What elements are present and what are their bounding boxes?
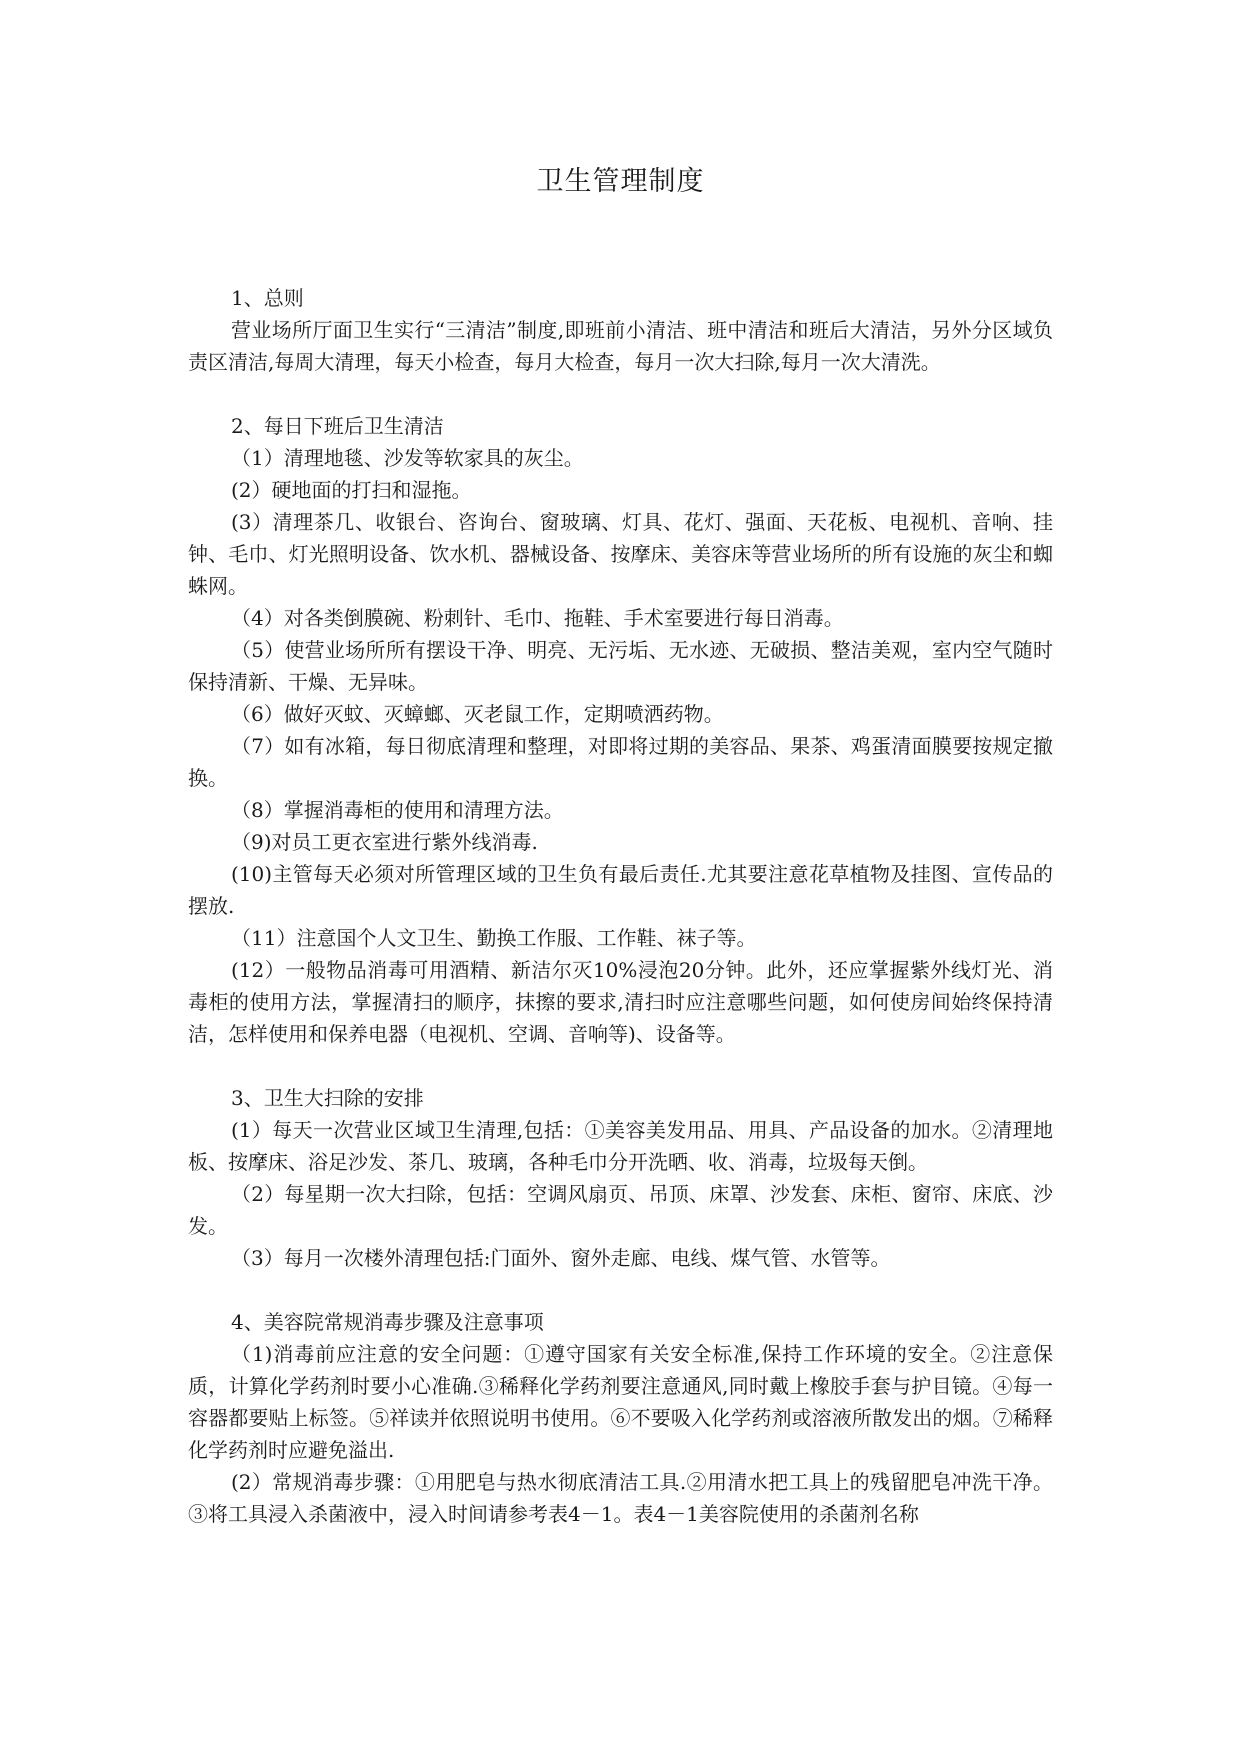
list-item: （11）注意国个人文卫生、勤换工作服、工作鞋、袜子等。 [231, 926, 757, 950]
list-item: (1）每天一次营业区域卫生清理,包括：①美容美发用品、用具、产品设备的加水。②清理地板、按摩床、浴足沙发、茶几、玻璃，各种毛巾分开洗晒、收、消毒，垃圾每天倒。 [188, 1118, 1053, 1174]
list-item: （3）每月一次楼外清理包括:门面外、窗外走廊、电线、煤气管、水管等。 [231, 1246, 891, 1270]
list-item: （2）每星期一次大扫除，包括：空调风扇页、吊顶、床罩、沙发套、床柜、窗帘、床底、沙发。 [188, 1182, 1053, 1238]
list-item: (2）硬地面的打扫和湿拖。 [231, 478, 472, 502]
list-item: (10)主管每天必须对所管理区域的卫生负有最后责任.尤其要注意花草植物及挂图、宣传品的摆放. [188, 862, 1053, 918]
list-item: （8）掌握消毒柜的使用和清理方法。 [231, 798, 564, 822]
list-item: （1)消毒前应注意的安全问题：①遵守国家有关安全标准,保持工作环境的安全。②注意保质，计算化学药剂时要小心准确.③稀释化学药剂要注意通风,同时戴上橡胶手套与护目镜。④每一容器都要贴上标签。⑤祥读并依照说明书使用。⑥不要吸入化学药剂或溶液所散发出的烟。⑦稀释化学药剂时应避免溢出. [188, 1342, 1053, 1462]
list-item: （4）对各类倒膜碗、粉刺针、毛巾、拖鞋、手术室要进行每日消毒。 [231, 606, 844, 630]
list-item: （7）如有冰箱，每日彻底清理和整理，对即将过期的美容品、果茶、鸡蛋清面膜要按规定撤换。 [188, 734, 1053, 790]
list-item: （5）使营业场所所有摆设干净、明亮、无污垢、无水迹、无破损、整洁美观，室内空气随时保持清新、干燥、无异味。 [188, 638, 1053, 694]
document-title: 卫生管理制度 [536, 166, 705, 197]
section-1-text: 营业场所厅面卫生实行“三清洁”制度,即班前小清洁、班中清洁和班后大清洁，另外分区域负责区清洁,每周大清理，每天小检查，每月大检查，每月一次大扫除,每月一次大清洗。 [188, 318, 1053, 374]
section-heading-1: 1、总则 [231, 286, 304, 310]
list-item: (3）清理茶几、收银台、咨询台、窗玻璃、灯具、花灯、强面、天花板、电视机、音响、挂钟、毛巾、灯光照明设备、饮水机、器械设备、按摩床、美容床等营业场所的所有设施的灰尘和蜘蛛网。 [188, 510, 1053, 598]
section-heading-3: 3、卫生大扫除的安排 [231, 1086, 424, 1110]
section-heading-4: 4、美容院常规消毒步骤及注意事项 [231, 1310, 544, 1334]
section-spacer [188, 1050, 1053, 1082]
list-item: （6）做好灭蚊、灭蟑螂、灭老鼠工作，定期喷洒药物。 [231, 702, 724, 726]
list-item: (2）常规消毒步骤：①用肥皂与热水彻底清洁工具.②用清水把工具上的残留肥皂冲洗干净。③将工具浸入杀菌液中，浸入时间请参考表4－1。表4－1美容院使用的杀菌剂名称 [188, 1470, 1053, 1526]
section-heading-2: 2、每日下班后卫生清洁 [231, 414, 444, 438]
list-item: （1）清理地毯、沙发等软家具的灰尘。 [231, 446, 584, 470]
section-spacer [188, 1274, 1053, 1306]
document-body [188, 282, 1053, 1530]
list-item: （9)对员工更衣室进行紫外线消毒. [231, 830, 538, 854]
section-spacer [188, 378, 1053, 410]
list-item: (12）一般物品消毒可用酒精、新洁尔灭10%浸泡20分钟。此外，还应掌握紫外线灯光、消毒柜的使用方法，掌握清扫的顺序，抹擦的要求,清扫时应注意哪些问题，如何使房间始终保持清洁，怎样使用和保养电器（电视机、空调、音响等)、设备等。 [188, 958, 1053, 1046]
